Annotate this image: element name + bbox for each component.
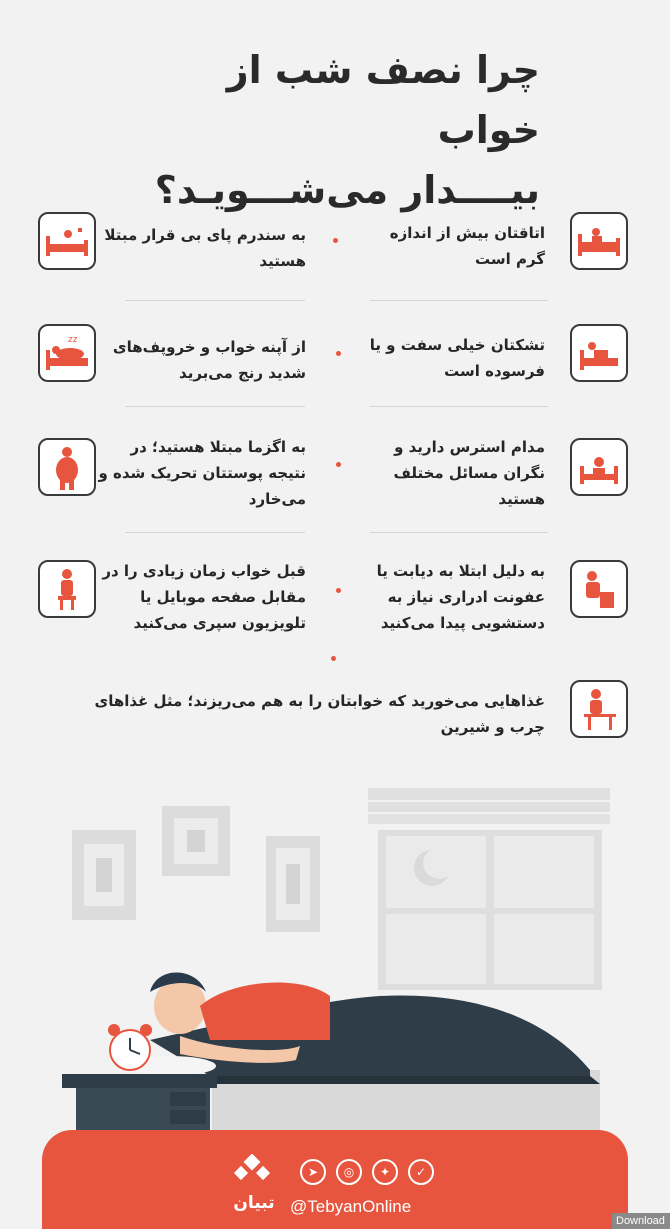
item-4-text: از آپنه خواب و خروپف‌های شدید رنج می‌برید [112, 338, 306, 382]
restless-legs-icon [38, 212, 96, 270]
eczema-icon [38, 438, 96, 496]
bullet-dot [336, 588, 341, 593]
twitter-icon[interactable]: ✦ [372, 1159, 398, 1185]
tebyan-logo [232, 1154, 272, 1186]
divider [125, 532, 305, 533]
bullet-dot [336, 462, 341, 467]
item-8-text: قبل خواب زمان زیادی را در مقابل صفحه موبایل یا تلویزیون سپری می‌کنید [102, 562, 306, 632]
food-icon [570, 680, 628, 738]
snoring-icon [38, 324, 96, 382]
item-1-text: اتاقتان بیش از اندازه گرم است [389, 224, 545, 268]
instagram-icon[interactable]: ◎ [336, 1159, 362, 1185]
bullet-dot [333, 238, 338, 243]
item-2-text: به سندرم پای بی قرار مبتلا هستید [104, 226, 306, 270]
bullet-dot [336, 351, 341, 356]
page-title [120, 40, 540, 220]
divider [370, 300, 548, 301]
item-3-text: تشکتان خیلی سفت و یا فرسوده است [369, 336, 545, 380]
divider [125, 406, 305, 407]
item-7-text: به دلیل ابتلا به دیابت یا عفونت ادراری نیاز به دستشویی پیدا می‌کنید [376, 562, 545, 632]
download-watermark[interactable]: Download [612, 1213, 670, 1229]
divider [125, 300, 305, 301]
bed-heat-icon [570, 212, 628, 270]
brand-name: تبیان [233, 1193, 275, 1213]
item-5-text: مدام استرس دارید و نگران مسائل مختلف هستید [393, 438, 545, 508]
title-line-1: چرا نصف شب از خواب [226, 48, 540, 152]
hard-mattress-icon [570, 324, 628, 382]
svg-text:zz: zz [68, 335, 78, 345]
telegram-icon[interactable]: ➤ [300, 1159, 326, 1185]
bullet-dot [331, 656, 336, 661]
divider [370, 532, 548, 533]
item-6-text: به اگزما مبتلا هستید؛ در نتیجه پوستتان تحریک شده و می‌خارد [98, 438, 306, 508]
title-line-2: بیــــدار می‌شـــویـد؟ [154, 168, 540, 212]
stress-icon [570, 438, 628, 496]
whatsapp-icon[interactable]: ✓ [408, 1159, 434, 1185]
divider [370, 406, 548, 407]
social-handle[interactable]: @TebyanOnline [290, 1197, 412, 1216]
item-9-text: غذاهایی می‌خورید که خوابتان را به هم می‌ریزند؛ مثل غذاهای چرب و شیرین [94, 692, 545, 736]
bathroom-icon [570, 560, 628, 618]
